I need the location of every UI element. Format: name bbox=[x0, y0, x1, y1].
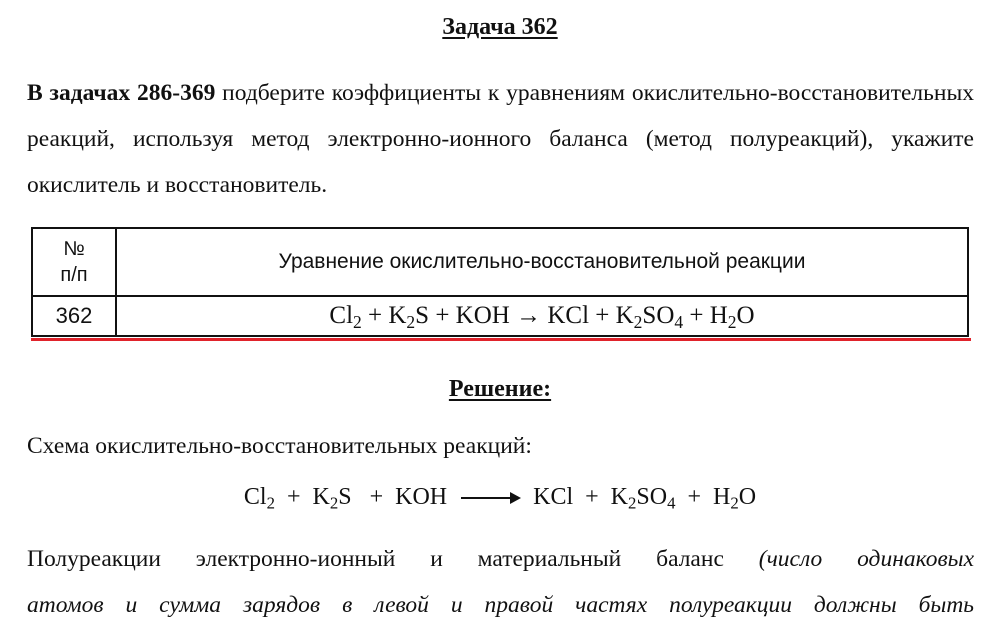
halfreactions-line-1 bbox=[27, 536, 974, 582]
solution-title: Решение: bbox=[448, 376, 552, 402]
reaction-arrow-icon bbox=[461, 497, 519, 499]
task-title: Задача 362 bbox=[442, 14, 558, 40]
table-row bbox=[32, 296, 968, 336]
highlight-underline bbox=[31, 338, 971, 341]
eq-part: + K bbox=[368, 302, 407, 329]
scheme-part: + K bbox=[274, 484, 330, 510]
scheme-part: SO bbox=[636, 484, 668, 510]
eq-sub: 4 bbox=[674, 311, 684, 332]
scheme-part: O bbox=[738, 484, 757, 510]
scheme-part: S + KOH bbox=[338, 484, 448, 510]
scheme-sub: 2 bbox=[628, 493, 637, 513]
scheme-label: Схема окислительно-восстановительных реакций: bbox=[27, 433, 532, 459]
header-number-cell bbox=[32, 228, 116, 296]
scheme-sub: 2 bbox=[329, 493, 339, 513]
halfreactions-italic-2: атомов и сумма зарядов в левой и правой частях полуреакции должны быть bbox=[27, 592, 974, 618]
eq-part: S + KOH → KCl + K bbox=[415, 302, 634, 329]
scheme-equation bbox=[0, 484, 1000, 511]
scheme-part: Cl bbox=[243, 484, 267, 510]
scheme-part: + H bbox=[675, 484, 731, 510]
intro-bold-lead: В задачах 286-369 bbox=[27, 80, 216, 106]
scheme-part: KCl + K bbox=[533, 484, 629, 510]
header-number-symbol: № bbox=[63, 238, 85, 260]
eq-part: O bbox=[736, 302, 755, 329]
scheme-sub: 4 bbox=[667, 493, 676, 513]
intro-paragraph bbox=[27, 70, 974, 208]
equation-cell bbox=[116, 296, 968, 336]
row-number-cell: 362 bbox=[32, 296, 116, 336]
intro-text: подберите коэффициенты к уравнениям окислительно-восстановительных реакций, используя метод электронно-ионного баланса (метод полуреакций), укажите окислитель и восстановитель. bbox=[27, 80, 974, 198]
table-header-row bbox=[32, 228, 968, 296]
halfreactions-paragraph bbox=[27, 536, 974, 628]
header-equation-cell: Уравнение окислительно-восстановительной реакции bbox=[116, 228, 968, 296]
task-table bbox=[31, 227, 969, 337]
eq-sub: 2 bbox=[727, 311, 737, 332]
eq-cl: Cl bbox=[329, 302, 354, 329]
header-number-label: п/п bbox=[60, 264, 88, 286]
eq-part: + H bbox=[689, 302, 728, 329]
eq-sub: 2 bbox=[406, 311, 416, 332]
scheme-sub: 2 bbox=[730, 493, 739, 513]
scheme-sub: 2 bbox=[266, 493, 275, 513]
eq-sub: 2 bbox=[633, 311, 643, 332]
halfreactions-text: Полуреакции электронно-ионный и материальный баланс bbox=[27, 546, 724, 572]
eq-sub: 2 bbox=[353, 311, 362, 332]
halfreactions-italic-1: (число одинаковых bbox=[758, 546, 974, 572]
eq-part: SO bbox=[642, 302, 675, 329]
